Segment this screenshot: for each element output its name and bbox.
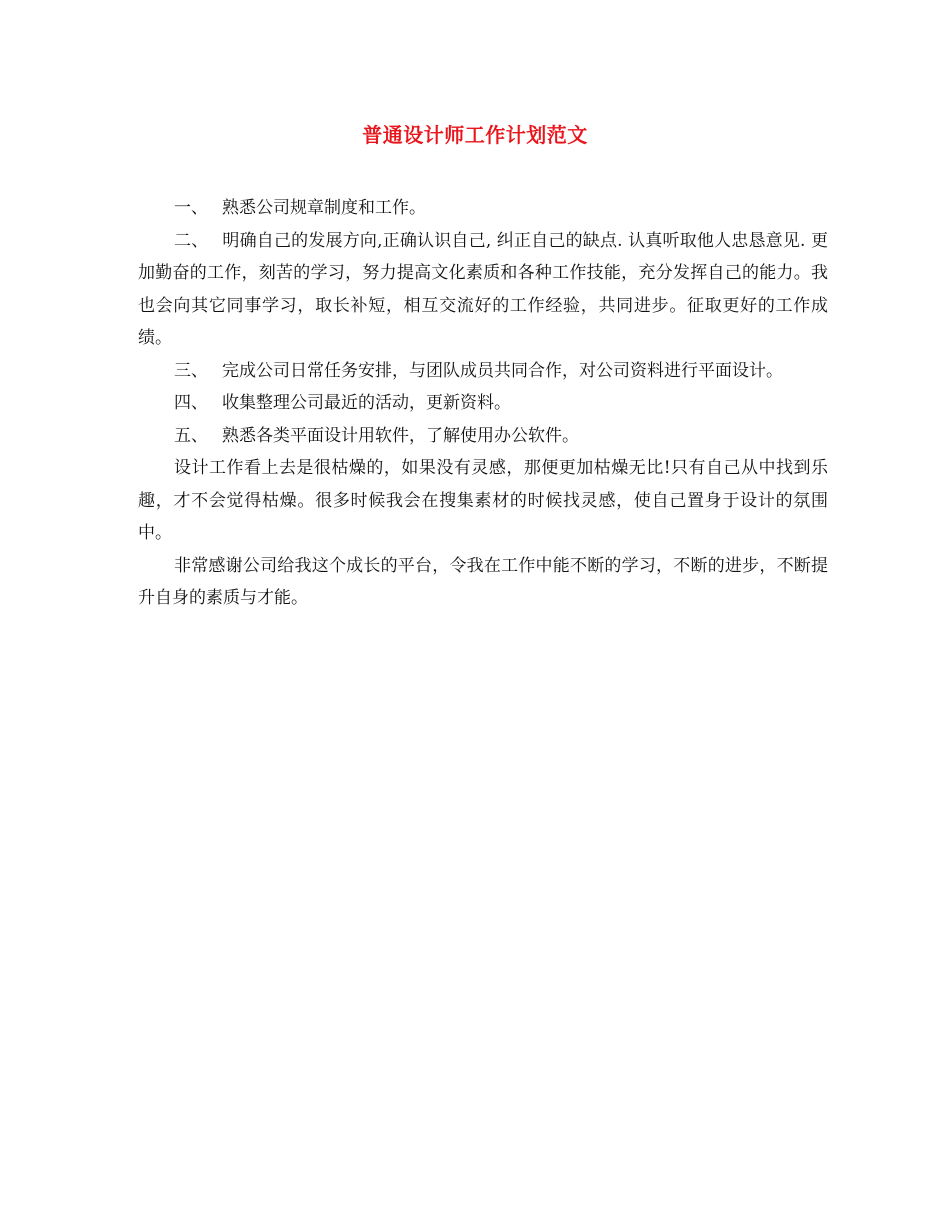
item-text: 熟悉公司规章制度和工作。 (222, 198, 426, 218)
document-body (138, 192, 828, 615)
item-number: 二、 (174, 230, 209, 251)
item-text: 完成公司日常任务安排，与团队成员共同合作，对公司资料进行平面设计。 (222, 360, 783, 381)
item-text: 收集整理公司最近的活动，更新资料。 (222, 393, 511, 413)
list-item-4 (138, 387, 828, 420)
item-number: 四、 (174, 393, 208, 413)
item-number: 五、 (174, 425, 208, 446)
document-title: 普通设计师工作计划范文 (362, 123, 588, 147)
item-number: 三、 (174, 360, 208, 381)
list-item-1 (138, 192, 828, 225)
list-item-5 (138, 420, 828, 453)
list-item-2 (138, 225, 828, 355)
item-text: 明确自己的发展方向,正确认识自己, 纠正自己的缺点. 认真听取他人忠恳意见. 更加勤奋的工作，刻苦的学习，努力提高文化素质和各种工作技能，充分发挥自己的能力。我也会向其它同事学习，取长补短，相互交流好的工作经验，共同进步。征取更好的工作成绩。 (138, 230, 829, 348)
body-paragraph-2: 非常感谢公司给我这个成长的平台，令我在工作中能不断的学习，不断的进步，不断提升自身的素质与才能。 (138, 555, 828, 608)
body-paragraph-1: 设计工作看上去是很枯燥的，如果没有灵感，那便更加枯燥无比!只有自己从中找到乐趣，才不会觉得枯燥。很多时候我会在搜集素材的时候找灵感，使自己置身于设计的氛围中。 (138, 458, 828, 543)
list-item-3 (138, 355, 828, 388)
item-text: 熟悉各类平面设计用软件，了解使用办公软件。 (222, 425, 579, 446)
item-number: 一、 (174, 198, 208, 218)
